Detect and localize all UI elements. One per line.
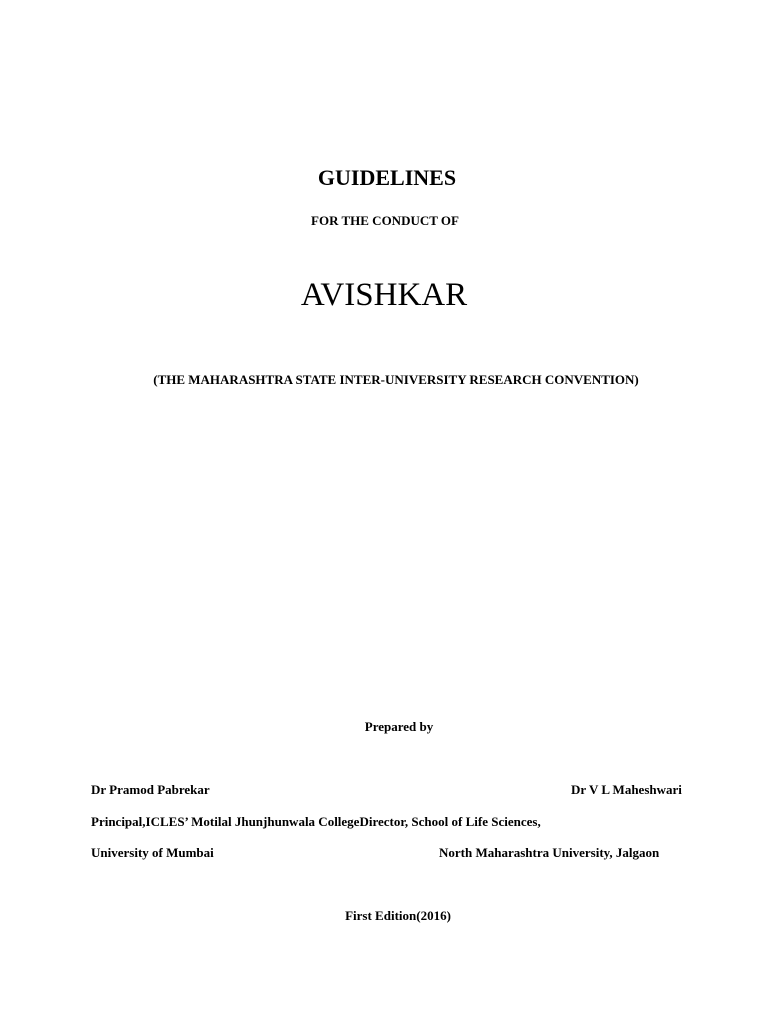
author-1-name: Dr Pramod Pabrekar: [91, 782, 210, 797]
author-2-name: Dr V L Maheshwari: [571, 782, 682, 797]
event-full-name: (THE MAHARASHTRA STATE INTER-UNIVERSITY RESEARCH CONVENTION): [153, 372, 639, 387]
author-1-university: University of Mumbai: [91, 845, 214, 860]
author-affiliations: Principal,ICLES’ Motilal Jhunjhunwala CollegeDirector, School of Life Sciences,: [91, 814, 541, 829]
prepared-by-label: Prepared by: [364, 719, 434, 734]
document-title: GUIDELINES: [317, 165, 457, 190]
author-2-university: North Maharashtra University, Jalgaon: [439, 845, 660, 860]
document-subtitle: FOR THE CONDUCT OF: [311, 213, 459, 228]
edition-label: First Edition(2016): [345, 908, 451, 923]
event-name: AVISHKAR: [300, 277, 468, 313]
